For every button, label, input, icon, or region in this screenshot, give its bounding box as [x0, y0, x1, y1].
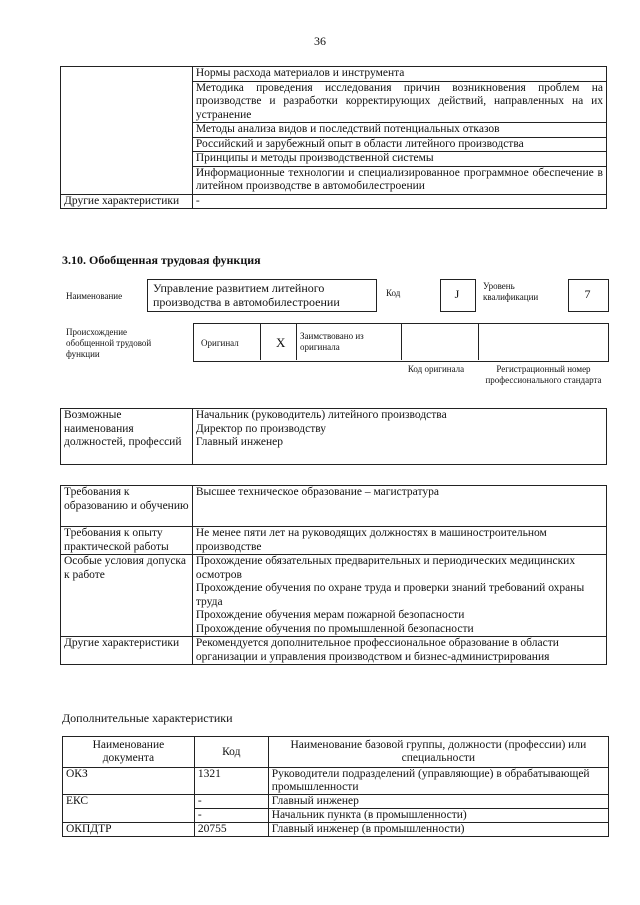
name-cell: Главный инженер [268, 795, 608, 809]
knowledge-row: Российский и зарубежный опыт в области литейного производства [192, 137, 606, 152]
code-cell: - [194, 809, 268, 823]
borrowed-label: Заимствовано из оригинала [300, 331, 364, 352]
knowledge-row: Информационные технологии и специализированное программное обеспечение в литейном производстве в автомобилестроении [192, 166, 606, 194]
other-characteristics-label: Другие характеристики [61, 194, 193, 209]
doc-cell: ОКЗ [63, 768, 195, 795]
positions-table [60, 408, 607, 465]
code-cell: 1321 [194, 768, 268, 795]
name-value: Управление развитием литейного производства в автомобилестроении [153, 281, 340, 309]
origin-divider-1 [260, 324, 261, 360]
original-label: Оригинал [201, 338, 239, 348]
level-label: Уровень квалификации [483, 281, 539, 302]
code-value: J [454, 287, 460, 301]
positions-list [192, 409, 606, 465]
position-item: Главный инженер [195, 436, 284, 448]
requirements-table [60, 485, 607, 665]
header-code: Код [194, 737, 268, 768]
origin-label: Происхождение обобщенной трудовой функции [66, 327, 152, 359]
header-document: Наименование документа [63, 737, 195, 768]
code-original-caption: Код оригинала [407, 364, 465, 374]
doc-cell: ЕКС [63, 795, 195, 823]
position-item: Директор по производству [195, 422, 327, 435]
reg-number-caption: Регистрационный номер профессионального стандарта [485, 364, 602, 385]
additional-table [62, 736, 609, 837]
knowledge-row: Методы анализа видов и последствий потенциальных отказов [192, 123, 606, 138]
code-label: Код [386, 288, 401, 298]
experience-value: Не менее пяти лет на руководящих должностях в машиностроительном производстве [192, 527, 606, 555]
knowledge-label-cell [61, 67, 193, 195]
header-name: Наименование базовой группы, должности (профессии) или специальности [268, 737, 608, 768]
doc-cell: ОКПДТР [63, 823, 195, 837]
condition-item: Прохождение обучения мерам пожарной безопасности [195, 609, 465, 621]
code-cell: 20755 [194, 823, 268, 837]
experience-label: Требования к опыту практической работы [61, 527, 193, 555]
condition-item: Прохождение обучения по охране труда и проверки знаний требований охраны труда [195, 582, 585, 608]
name-label: Наименование [66, 291, 123, 301]
positions-label: Возможные наименования должностей, профессий [61, 409, 193, 465]
condition-item: Прохождение обязательных предварительных и периодических медицинских осмотров [195, 555, 576, 581]
origin-divider-2 [296, 324, 297, 360]
knowledge-row: Нормы расхода материалов и инструмента [192, 67, 606, 82]
other-value: Рекомендуется дополнительное профессиональное образование в области организации и управления производством и бизнес-администрирования [192, 637, 606, 665]
knowledge-row: Принципы и методы производственной системы [192, 152, 606, 167]
name-cell: Начальник пункта (в промышленности) [268, 809, 608, 823]
education-value: Высшее техническое образование – магистратура [192, 486, 606, 527]
code-cell: - [194, 795, 268, 809]
original-mark: X [276, 335, 286, 350]
other-label: Другие характеристики [61, 637, 193, 665]
section-title: 3.10. Обобщенная трудовая функция [62, 253, 261, 267]
name-cell: Главный инженер (в промышленности) [268, 823, 608, 837]
education-label: Требования к образованию и обучению [61, 486, 193, 527]
origin-divider-4 [478, 324, 479, 360]
knowledge-row: Методика проведения исследования причин возникновения проблем на производстве и разработки корректирующих действий, направленных на их устранение [192, 81, 606, 123]
level-value: 7 [584, 287, 591, 301]
additional-title: Дополнительные характеристики [62, 711, 233, 725]
knowledge-table [60, 66, 607, 209]
origin-divider-3 [401, 324, 402, 360]
page-number: 36 [314, 34, 326, 48]
other-characteristics-value: - [192, 194, 606, 209]
condition-item: Прохождение обучения по промышленной безопасности [195, 622, 474, 635]
position-item: Начальник (руководитель) литейного производства [195, 409, 447, 421]
name-cell: Руководители подразделений (управляющие) в обрабатывающей промышленности [268, 768, 608, 795]
special-conditions-value [192, 555, 606, 637]
special-conditions-label: Особые условия допуска к работе [61, 555, 193, 637]
